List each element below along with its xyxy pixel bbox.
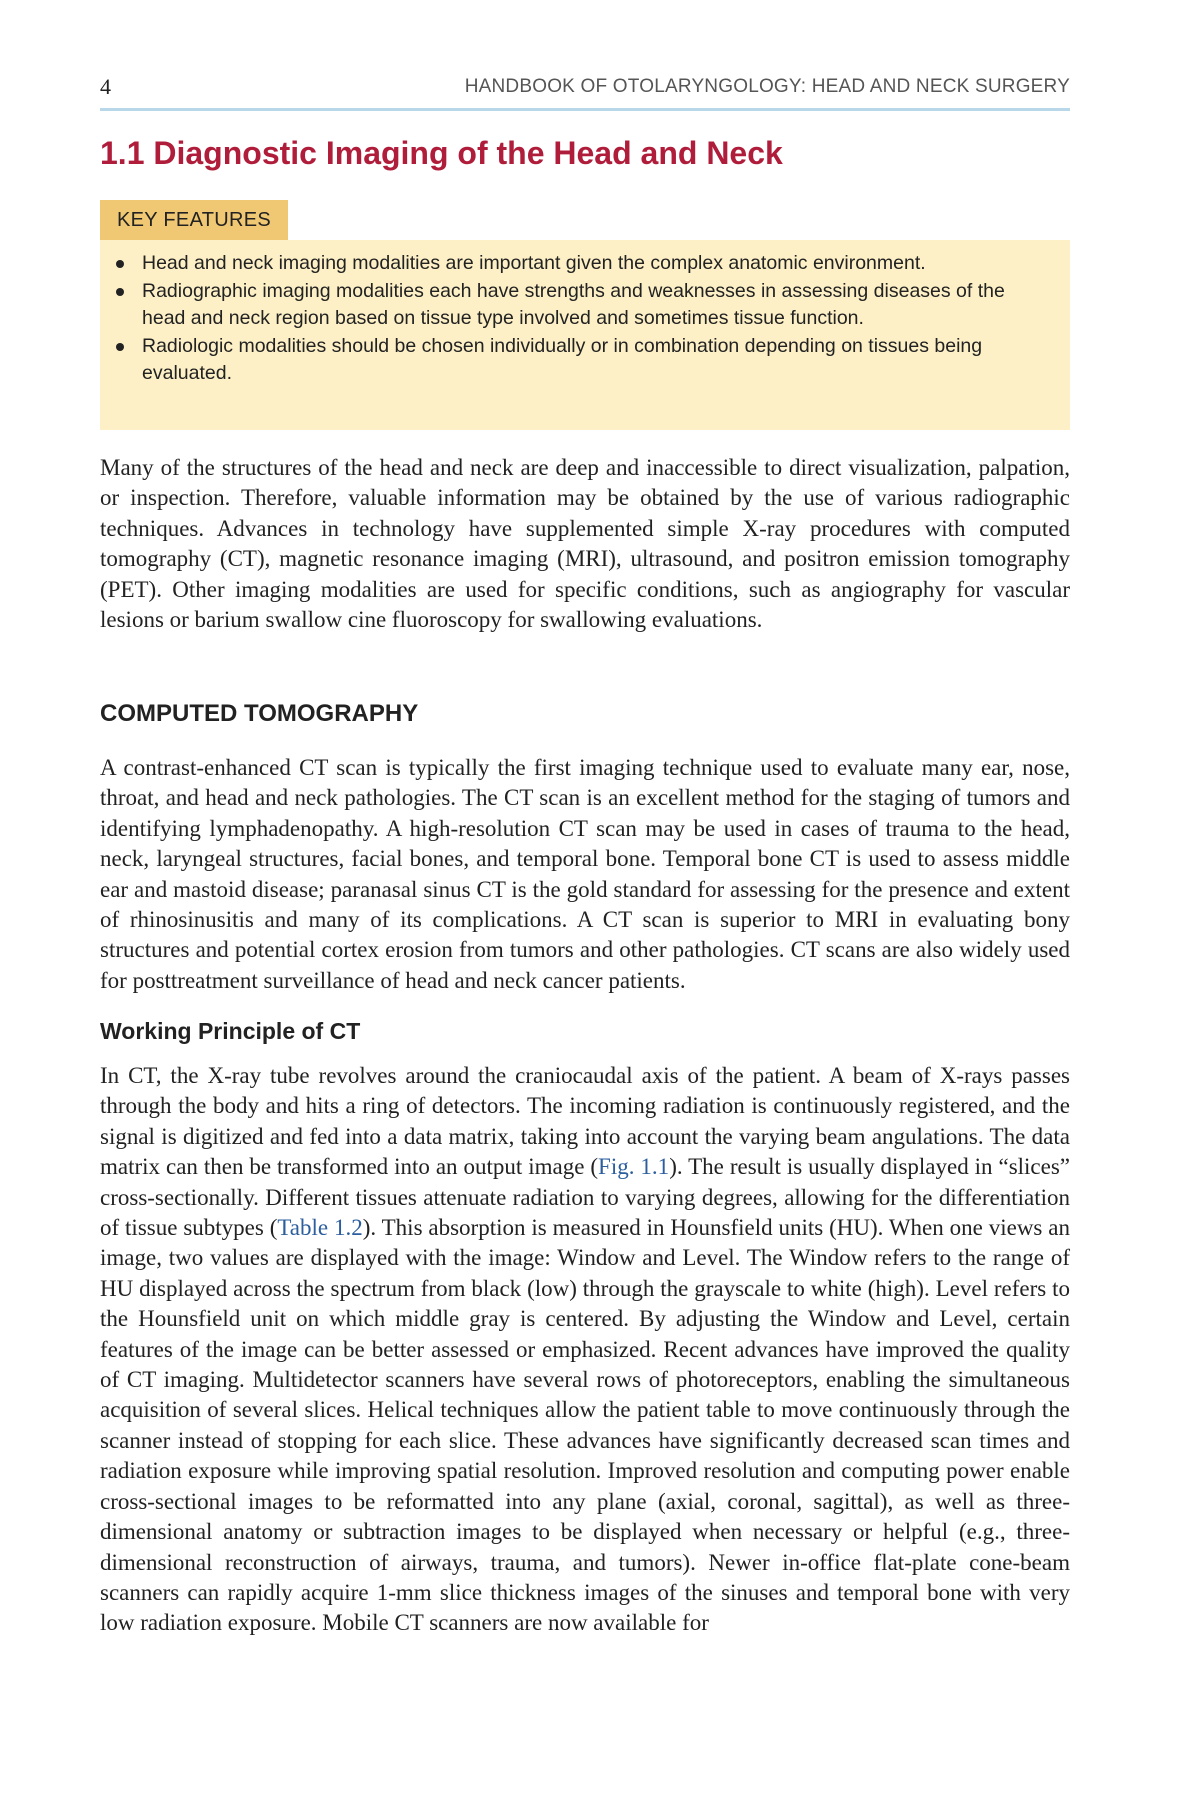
working-principle-heading: Working Principle of CT	[100, 1018, 361, 1044]
running-header	[100, 70, 1070, 111]
intro-paragraph: Many of the structures of the head and neck are deep and inaccessible to direct visualization, palpation, or inspection. Therefore, valuable information may be obtained by the use of various radiographic techniques. Advances in technology have supplemented simple X-ray procedures with computed tomography (CT), magnetic resonance imaging (MRI), ultrasound, and positron emission tomography (PET). Other imaging modalities are used for specific conditions, such as angiography for vascular lesions or barium swallow cine fluoroscopy for swallowing evaluations.	[100, 455, 1070, 633]
key-feature-item	[114, 250, 1052, 278]
ct-paragraph: A contrast-enhanced CT scan is typically the first imaging technique used to evaluate many ear, nose, throat, and head and neck pathologies. The CT scan is an excellent method for the staging of tumors and identifying lymphadenopathy. A high-resolution CT scan may be used in cases of trauma to the head, neck, laryngeal structures, facial bones, and temporal bone. Temporal bone CT is used to assess middle ear and mastoid disease; paranasal sinus CT is the gold standard for assessing for the presence and extent of rhinosinusitis and many of its complications. A CT scan is superior to MRI in evaluating bony structures and potential cortex erosion from tumors and other pathologies. CT scans are also widely used for posttreatment surveillance of head and neck cancer patients.	[100, 755, 1070, 993]
bullet-icon	[116, 343, 124, 351]
key-feature-text: Radiologic modalities should be chosen individually or in combination depending on tissues being evaluated.	[142, 334, 983, 384]
page-number: 4	[100, 74, 111, 99]
paragraph-text: In CT, the X-ray tube revolves around the craniocaudal axis of the patient. A beam of X-rays passes through the body and hits a ring of detectors. The incoming radiation is continuously registered, and the signal is digitized and fed into a data matrix, taking into account the varying beam angulations. The data matrix can then be transformed into an output image (	[100, 1063, 1070, 1180]
working-principle-paragraph	[100, 1061, 1070, 1639]
key-features-list	[114, 250, 1052, 388]
ct-heading: COMPUTED TOMOGRAPHY	[100, 700, 419, 727]
bullet-icon	[116, 260, 124, 268]
key-feature-item	[114, 333, 1052, 388]
bullet-icon	[116, 288, 124, 296]
key-feature-text: Radiographic imaging modalities each have strengths and weaknesses in assessing diseases of the head and neck region based on tissue type involved and sometimes tissue function.	[142, 279, 1005, 329]
key-feature-text: Head and neck imaging modalities are important given the complex anatomic environment.	[142, 252, 926, 274]
running-title: HANDBOOK OF OTOLARYNGOLOGY: HEAD AND NECK SURGERY	[464, 76, 1070, 97]
paragraph-text: ). This absorption is measured in Hounsfield units (HU). When one views an image, two values are displayed with the image: Window and Level. The Window refers to the range of HU displayed across the spectrum from black (low) through the grayscale to white (high). Level refers to the Hounsfield unit on which middle gray is centered. By adjusting the Window and Level, certain features of the image can be better assessed or emphasized. Recent advances have improved the quality of CT imaging. Multidetector scanners have several rows of photoreceptors, enabling the simultaneous acquisition of several slices. Helical techniques allow the patient table to move continuously through the scanner instead of stopping for each slice. These advances have significantly decreased scan times and radiation exposure while improving spatial resolution. Improved resolution and computing power enable cross-sectional images to be reformatted into any plane (axial, coronal, sagittal), as well as three-dimensional anatomy or subtraction images to be displayed when necessary or helpful (e.g., three-dimensional reconstruction of airways, trauma, and tumors). Newer in-office flat-plate cone-beam scanners can rapidly acquire 1-mm slice thickness images of the sinuses and temporal bone with very low radiation exposure. Mobile CT scanners are now available for	[100, 1215, 1070, 1636]
key-features-label: KEY FEATURES	[100, 200, 288, 240]
figure-reference-link[interactable]: Fig. 1.1	[598, 1154, 670, 1180]
section-title: 1.1 Diagnostic Imaging of the Head and Neck	[100, 135, 783, 171]
table-reference-link[interactable]: Table 1.2	[277, 1215, 363, 1241]
key-feature-item	[114, 278, 1052, 333]
key-features-box	[100, 240, 1070, 430]
paragraph-text: ). The result is usually displayed in “slices” cross-sectionally. Different tissues attenuate radiation to varying degrees, allowing for the differentiation of tissue subtypes (	[100, 1154, 1071, 1241]
